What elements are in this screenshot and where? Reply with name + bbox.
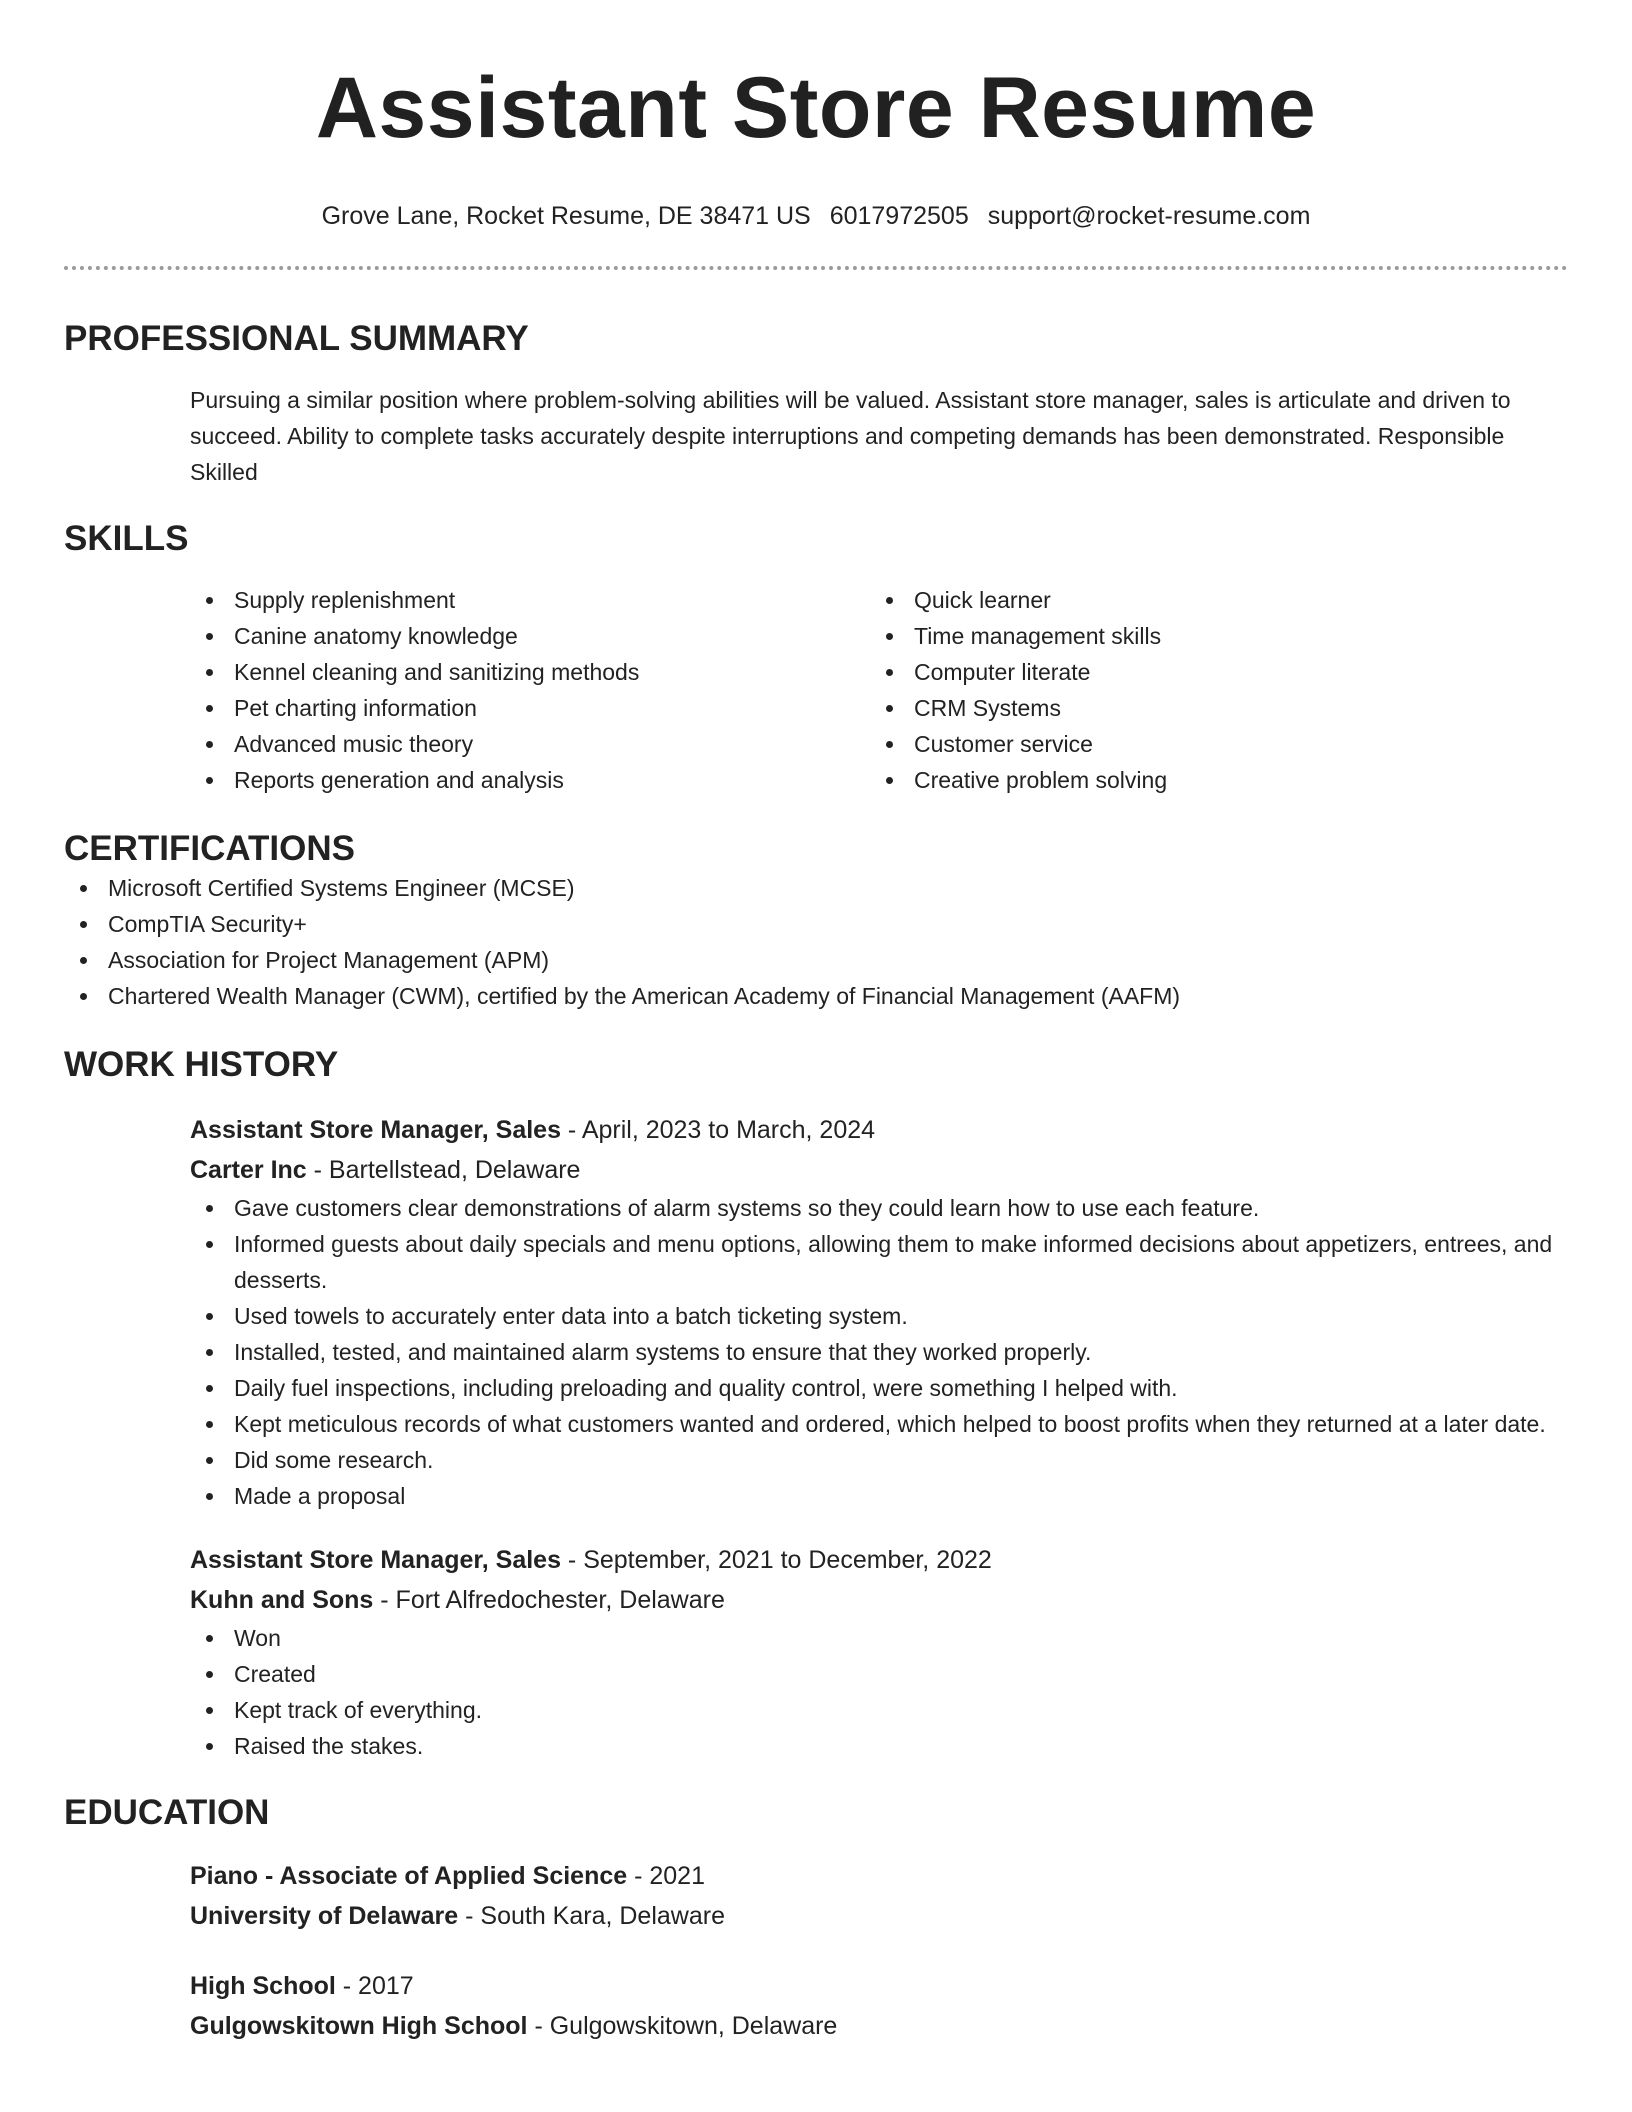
job-company: Carter Inc: [190, 1156, 307, 1184]
job-entry: [190, 1110, 1568, 1514]
education-entry: [190, 1856, 1568, 1936]
skills-list-left: [190, 582, 870, 798]
job-bullet: Used towels to accurately enter data into a batch ticketing system.: [190, 1298, 1606, 1334]
summary-text: Pursuing a similar position where problem-solving abilities will be valued. Assistant store manager, sales is articulate and driven to succeed. Ability to complete tasks accurately despite interruptions and competing demands has been demonstrated. Responsible Skilled: [190, 387, 1511, 485]
skill-item: Creative problem solving: [870, 762, 1550, 798]
job-location: - Fort Alfredochester, Delaware: [373, 1586, 725, 1614]
certification-item: Microsoft Certified Systems Engineer (MCSE): [64, 870, 1568, 906]
skill-item: Customer service: [870, 726, 1550, 762]
job-company: Kuhn and Sons: [190, 1586, 374, 1614]
resume-page: [64, 0, 1568, 2046]
job-bullet: Kept track of everything.: [190, 1692, 1606, 1728]
job-role: Assistant Store Manager, Sales: [190, 1546, 561, 1574]
skill-item: Reports generation and analysis: [190, 762, 870, 798]
education-school: University of Delaware: [190, 1902, 459, 1930]
section-title-skills: SKILLS: [64, 519, 189, 558]
contact-phone: 6017972505: [829, 202, 969, 230]
section-title-work-history: WORK HISTORY: [64, 1045, 339, 1084]
certification-item: Association for Project Management (APM): [64, 942, 1568, 978]
education-year: - 2017: [335, 1972, 414, 2000]
contact-email: support@rocket-resume.com: [987, 202, 1311, 230]
education-degree: High School: [190, 1972, 336, 2000]
section-title-certifications: CERTIFICATIONS: [64, 829, 356, 868]
education-location: - South Kara, Delaware: [458, 1902, 725, 1930]
job-bullet: Created: [190, 1656, 1606, 1692]
job-heading: [190, 1110, 1568, 1150]
contact-line: [64, 200, 1568, 232]
job-bullet: Raised the stakes.: [190, 1728, 1606, 1764]
skill-item: Kennel cleaning and sanitizing methods: [190, 654, 870, 690]
skills-columns: [190, 582, 1568, 798]
education-school-line: [190, 2006, 1568, 2046]
education-entry: [190, 1966, 1568, 2046]
job-bullet: Informed guests about daily specials and menu options, allowing them to make informed decisions about appetizers, entrees, and desserts.: [190, 1226, 1606, 1298]
skill-item: Supply replenishment: [190, 582, 870, 618]
job-location: - Bartellstead, Delaware: [306, 1156, 581, 1184]
job-dates: - September, 2021 to December, 2022: [560, 1546, 992, 1574]
job-dates: - April, 2023 to March, 2024: [560, 1116, 876, 1144]
job-bullets: [190, 1620, 1568, 1764]
resume-title: Assistant Store Resume: [315, 60, 1317, 156]
education-location: - Gulgowskitown, Delaware: [527, 2012, 838, 2040]
job-bullet: Won: [190, 1620, 1606, 1656]
job-role: Assistant Store Manager, Sales: [190, 1116, 561, 1144]
job-bullet: Kept meticulous records of what customers wanted and ordered, which helped to boost profits when they returned at a later date.: [190, 1406, 1606, 1442]
skill-item: Computer literate: [870, 654, 1550, 690]
header-divider: [64, 266, 1568, 270]
education-school-line: [190, 1896, 1568, 1936]
job-heading: [190, 1540, 1568, 1580]
section-title-summary: PROFESSIONAL SUMMARY: [64, 319, 529, 358]
skill-item: Canine anatomy knowledge: [190, 618, 870, 654]
skill-item: CRM Systems: [870, 690, 1550, 726]
job-bullet: Daily fuel inspections, including preloading and quality control, were something I helped with.: [190, 1370, 1606, 1406]
contact-address: Grove Lane, Rocket Resume, DE 38471 US: [321, 202, 811, 230]
education-degree-line: [190, 1966, 1568, 2006]
job-bullet: Gave customers clear demonstrations of alarm systems so they could learn how to use each feature.: [190, 1190, 1606, 1226]
education-school: Gulgowskitown High School: [190, 2012, 528, 2040]
job-bullet: Did some research.: [190, 1442, 1606, 1478]
certification-item: Chartered Wealth Manager (CWM), certified by the American Academy of Financial Management (AAFM): [64, 978, 1568, 1014]
job-company-line: [190, 1580, 1568, 1620]
certifications-list: [64, 870, 1568, 1014]
section-title-education: EDUCATION: [64, 1793, 270, 1832]
job-entry: [190, 1540, 1568, 1764]
education-degree-line: [190, 1856, 1568, 1896]
education-year: - 2021: [627, 1862, 705, 1890]
skill-item: Quick learner: [870, 582, 1550, 618]
certification-item: CompTIA Security+: [64, 906, 1568, 942]
skill-item: Time management skills: [870, 618, 1550, 654]
education-degree: Piano - Associate of Applied Science: [190, 1862, 628, 1890]
job-bullet: Made a proposal: [190, 1478, 1606, 1514]
skill-item: Advanced music theory: [190, 726, 870, 762]
job-bullet: Installed, tested, and maintained alarm systems to ensure that they worked properly.: [190, 1334, 1606, 1370]
job-company-line: [190, 1150, 1568, 1190]
job-bullets: [190, 1190, 1568, 1514]
skills-list-right: [870, 582, 1550, 798]
skill-item: Pet charting information: [190, 690, 870, 726]
